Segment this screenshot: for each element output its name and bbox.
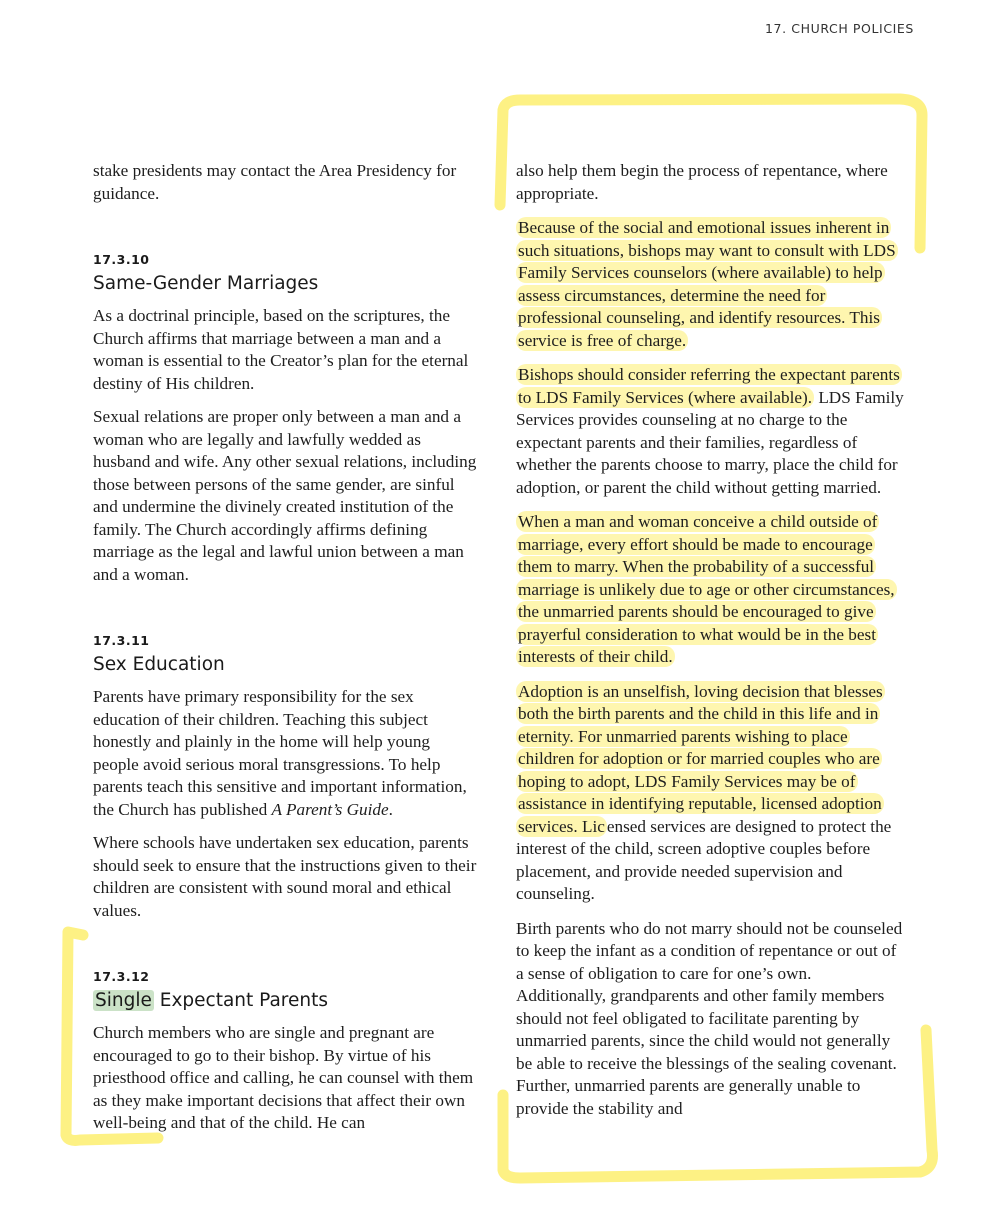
left-column xyxy=(93,160,477,1146)
section-title xyxy=(93,989,477,1013)
right-paragraph xyxy=(516,217,904,352)
section-paragraph: As a doctrinal principle, based on the scriptures, the Church affirms that marriage between a man and a woman is essential to the Creator’s plan for the eternal destiny of His children. xyxy=(93,306,469,393)
right-paragraph xyxy=(516,511,904,669)
paragraph-text: Parents have primary responsibility for the sex education of their children. Teaching this subject honestly and plainly in the home will help young people avoid serious moral transgressions. To help parents teach this sensitive and important information, the Church has published xyxy=(93,687,467,819)
section-paragraph xyxy=(93,686,477,821)
yellow-highlight: Adoption is an unselfish, loving decision that blesses both the birth parents and the child in this life and in eternity. For unmarried parents wishing to place children for adoption or for married couples who are hoping to adopt, LDS Family Services may be of assistance in identifying reputable, licensed adoption services. Lic xyxy=(518,681,883,836)
green-highlight: Single xyxy=(95,990,152,1011)
section-number: 17.3.10 xyxy=(93,252,150,267)
right-column xyxy=(516,160,904,1132)
section-number: 17.3.12 xyxy=(93,969,150,984)
section-17-3-11 xyxy=(93,634,477,922)
section-paragraph: Church members who are single and pregnant are encouraged to go to their bishop. By virtue of his priesthood office and calling, he can counsel with them as they make important decisions that affect their own well-being and that of the child. He can xyxy=(93,1023,474,1132)
yellow-highlight: When a man and woman conceive a child outside of marriage, every effort should be made to encourage them to marry. When the probability of a successful marriage is unlikely due to age or other circumstances, the unmarried parents should be encouraged to give prayerful consideration to what would be in the best interests of their child. xyxy=(518,512,895,666)
right-paragraph xyxy=(516,364,904,499)
section-17-3-12 xyxy=(93,970,477,1135)
section-paragraph: Where schools have undertaken sex education, parents should seek to ensure that the instructions given to their children are consistent with sound moral and ethical values. xyxy=(93,833,477,920)
right-paragraph xyxy=(516,681,904,906)
yellow-highlight: Because of the social and emotional issues inherent in such situations, bishops may want to consult with LDS Family Services counselors (where available) to help assess circumstances, determine the need for professional counseling, and identify resources. This service is free of charge. xyxy=(518,218,896,350)
section-title-rest: Expectant Parents xyxy=(153,990,328,1011)
right-paragraph: also help them begin the process of repentance, where appropriate. xyxy=(516,161,888,203)
paragraph-text: LDS Family Services provides counseling at no charge to the expectant parents and their families, regardless of whether the parents choose to marry, place the child for adoption, or parent the child without getting married. xyxy=(516,387,904,497)
yellow-highlight: Bishops should consider referring the expectant parents to LDS Family Services (where available). xyxy=(518,365,900,407)
book-title: A Parent’s Guide xyxy=(271,799,389,819)
paragraph-end: . xyxy=(388,799,393,819)
section-title: Sex Education xyxy=(93,654,225,675)
paragraph-text: ensed services are designed to protect the interest of the child, screen adoptive couples before placement, and provide needed supervision and counseling. xyxy=(516,816,892,903)
left-intro-paragraph: stake presidents may contact the Area Presidency for guidance. xyxy=(93,161,457,203)
right-paragraph: Birth parents who do not marry should not be counseled to keep the infant as a condition of repentance or out of a sense of obligation to care for one’s own. Additionally, grandparents and other family members should not feel obligated to facilitate parenting by unmarried parents, since the child would not generally be able to receive the blessings of the sealing covenant. Further, unmarried parents are generally unable to provide the stability and xyxy=(516,918,903,1118)
section-paragraph: Sexual relations are proper only between a man and a woman who are legally and lawfully wedded as husband and wife. Any other sexual relations, including those between persons of the same gender, are sinful and undermine the divinely created institution of the family. The Church accordingly affirms defining marriage as the legal and lawful union between a man and a woman. xyxy=(93,407,477,584)
running-head: 17. CHURCH POLICIES xyxy=(765,21,914,36)
section-title: Same-Gender Marriages xyxy=(93,273,319,294)
section-17-3-10 xyxy=(93,253,477,586)
section-number: 17.3.11 xyxy=(93,633,150,648)
